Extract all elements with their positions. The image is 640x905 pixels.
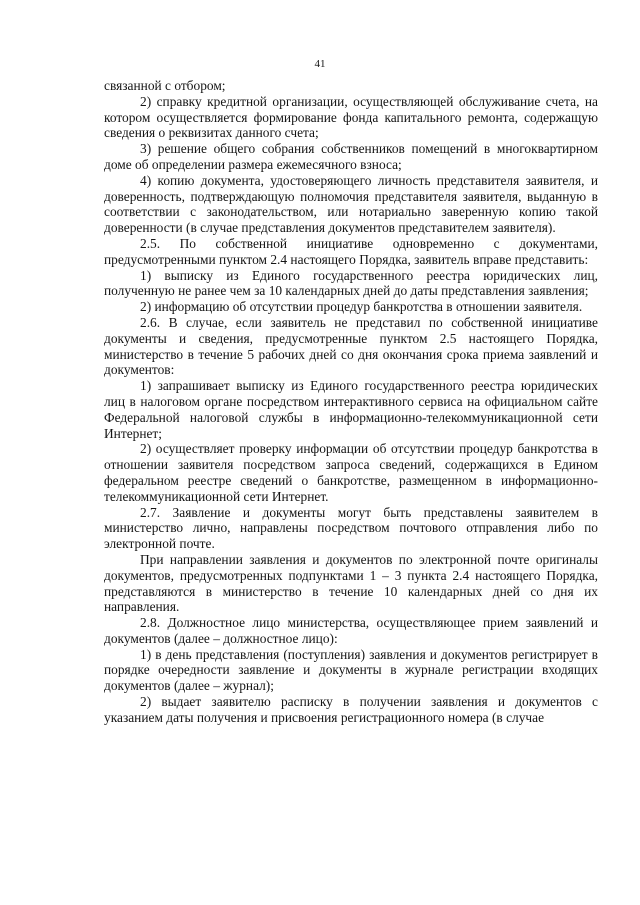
paragraph: 2.7. Заявление и документы могут быть представлены заявителем в министерство лично, направлены посредством почтового отправления либо по электронной почте.	[104, 504, 598, 552]
document-body	[104, 78, 598, 726]
paragraph: 1) в день представления (поступления) заявления и документов регистрирует в порядке очередности заявление и документы в журнале регистрации входящих документов (далее – журнал);	[104, 646, 598, 694]
paragraph: 2.8. Должностное лицо министерства, осуществляющее прием заявлений и документов (далее – должностное лицо):	[104, 615, 598, 646]
paragraph: связанной с отбором;	[104, 78, 226, 93]
paragraph: 1) выписку из Единого государственного реестра юридических лиц, полученную не ранее чем за 10 календарных дней до даты представления заявления;	[104, 267, 598, 299]
paragraph: При направлении заявления и документов по электронной почте оригиналы документов, предусмотренных подпунктами 1 – 3 пункта 2.4 настоящего Порядка, представляются в министерство в течение 10 календарных дней со дня их направления.	[104, 551, 598, 615]
paragraph: 4) копию документа, удостоверяющего личность представителя заявителя, и доверенность, подтверждающую полномочия представителя заявителя, выданную в соответствии с законодательством, или нотариально заверенную копию такой доверенности (в случае представления документов представителем заявителя).	[104, 172, 598, 236]
paragraph: 2) справку кредитной организации, осуществляющей обслуживание счета, на котором осуществляется формирование фонда капитального ремонта, содержащую сведения о реквизитах данного счета;	[104, 93, 598, 141]
paragraph: 2) осуществляет проверку информации об отсутствии процедур банкротства в отношении заявителя посредством запроса сведений, содержащихся в Едином федеральном реестре сведений о банкротстве, размещенном в информационно-телекоммуникационной сети Интернет.	[104, 441, 598, 504]
paragraph: 3) решение общего собрания собственников помещений в многоквартирном доме об определении размера ежемесячного взноса;	[104, 141, 598, 172]
paragraph: 1) запрашивает выписку из Единого государственного реестра юридических лиц в налоговом органе посредством интерактивного сервиса на официальном сайте Федеральной налоговой службы в информационно-телекоммуникационной сети Интернет;	[104, 378, 598, 441]
paragraph: 2.6. В случае, если заявитель не представил по собственной инициативе документы и сведения, предусмотренные пунктом 2.5 настоящего Порядка, министерство в течение 5 рабочих дней со дня окончания срока приема заявлений и документов:	[104, 314, 598, 378]
page-number: 41	[314, 58, 326, 70]
paragraph: 2) информацию об отсутствии процедур банкротства в отношении заявителя.	[140, 299, 583, 315]
paragraph: 2.5. По собственной инициативе одновременно с документами, предусмотренными пунктом 2.4 настоящего Порядка, заявитель вправе представить:	[104, 235, 598, 267]
paragraph: 2) выдает заявителю расписку в получении заявления и документов с указанием даты получения и присвоения регистрационного номера (в случае	[104, 694, 598, 725]
